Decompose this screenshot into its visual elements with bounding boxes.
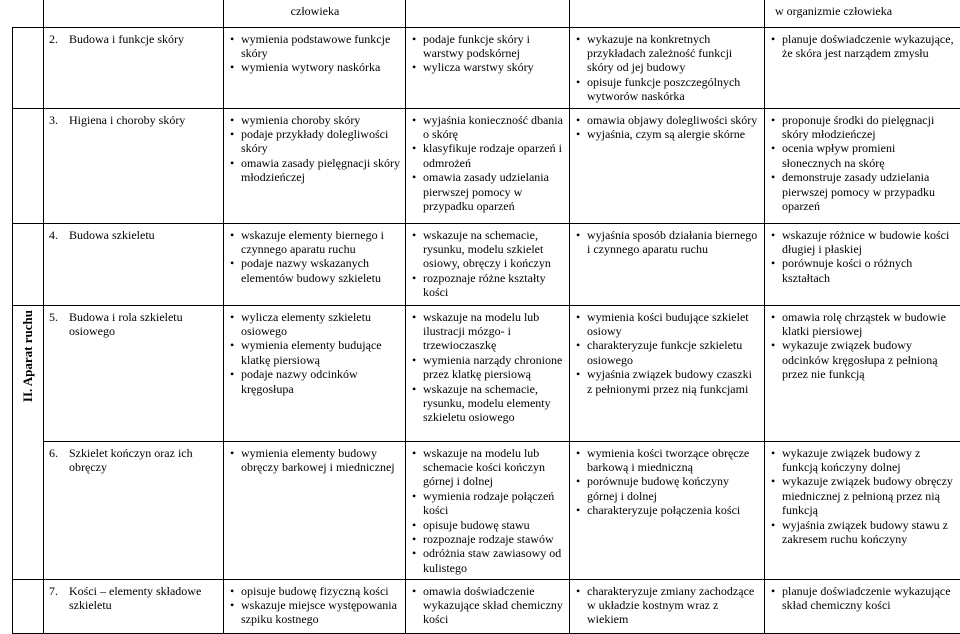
topic-number: 7. (49, 584, 69, 613)
list-item: • charakteryzuje połączenia kości (575, 503, 760, 517)
list-item: • wskazuje różnice w budowie kości długiej i płaskiej (770, 228, 956, 257)
requirement-cell (765, 108, 960, 223)
requirement-cell (406, 579, 570, 633)
requirement-cell (224, 579, 406, 633)
table-row (13, 223, 960, 305)
section-cell (13, 305, 44, 579)
topic-title: Szkielet kończyn oraz ich obręczy (69, 446, 219, 475)
requirement-cell (570, 305, 765, 441)
list-item: • wykazuje związek budowy odcinków kręgosłupa z pełnioną przez nie funkcją (770, 338, 956, 381)
table-row (13, 441, 960, 579)
list-item: • wykazuje związek budowy obręczy miednicznej z pełnioną przez nią funkcją (770, 474, 956, 517)
list-item: • charakteryzuje funkcje szkieletu osiowego (575, 338, 760, 367)
topic-cell (44, 579, 224, 633)
topic-number: 6. (49, 446, 69, 475)
topic-number: 2. (49, 32, 69, 46)
requirement-cell (406, 305, 570, 441)
topic-number: 4. (49, 228, 69, 242)
topic-title: Budowa i rola szkieletu osiowego (69, 310, 219, 339)
requirement-cell (765, 579, 960, 633)
list-item: • planuje doświadczenie wykazujące, że skóra jest narządem zmysłu (770, 32, 956, 61)
list-item: • wskazuje na modelu lub schemacie kości kończyn górnej i dolnej (411, 446, 565, 489)
list-item: • wykazuje na konkretnych przykładach zależność funkcji skóry od jej budowy (575, 32, 760, 75)
list-item: • klasyfikuje rodzaje oparzeń i odmrożeń (411, 141, 565, 170)
topic-cell (44, 441, 224, 579)
section-cell (13, 0, 44, 27)
list-item: • podaje nazwy odcinków kręgosłupa (229, 367, 401, 396)
list-item: • opisuje budowę stawu (411, 518, 565, 532)
table-row (13, 108, 960, 223)
list-item: • rozpoznaje różne kształty kości (411, 271, 565, 300)
list-item: • opisuje budowę fizyczną kości (229, 584, 401, 598)
list-item: • wymienia choroby skóry (229, 113, 401, 127)
topic-title: Budowa szkieletu (69, 228, 155, 242)
list-item: • wymienia narządy chronione przez klatkę piersiową (411, 353, 565, 382)
topic-cell (44, 223, 224, 305)
requirement-cell (224, 108, 406, 223)
requirement-cell (570, 27, 765, 108)
section-cell (13, 27, 44, 108)
topic-title: Kości – elementy składowe szkieletu (69, 584, 219, 613)
list-item: • proponuje środki do pielęgnacji skóry młodzieńczej (770, 113, 956, 142)
list-item: • omawia rolę chrząstek w budowie klatki piersiowej (770, 310, 956, 339)
list-item: • wymienia kości tworzące obręcze barkową i miedniczną (575, 446, 760, 475)
list-item: • wykazuje związek budowy z funkcją kończyny dolnej (770, 446, 956, 475)
requirement-cell (765, 0, 960, 27)
topic-cell (44, 27, 224, 108)
list-item: • opisuje funkcje poszczególnych wytworów naskórka (575, 75, 760, 104)
list-item: • wyjaśnia sposób działania biernego i czynnego aparatu ruchu (575, 228, 760, 257)
list-item: • omawia zasady udzielania pierwszej pomocy w przypadku oparzeń (411, 170, 565, 213)
topic-title: Budowa i funkcje skóry (69, 32, 184, 46)
topic-cell (44, 0, 224, 27)
requirement-cell (570, 108, 765, 223)
list-item: • wskazuje na modelu lub ilustracji mózgo- i trzewioczaszkę (411, 310, 565, 353)
list-item: • omawia objawy dolegliwości skóry (575, 113, 760, 127)
table-row (13, 27, 960, 108)
list-item: • planuje doświadczenie wykazujące skład chemiczny kości (770, 584, 956, 613)
list-item: • omawia doświadczenie wykazujące skład chemiczny kości (411, 584, 565, 627)
list-item: • demonstruje zasady udzielania pierwszej pomocy w przypadku oparzeń (770, 170, 956, 213)
list-item: • porównuje kości o różnych kształtach (770, 256, 956, 285)
requirement-cell (224, 27, 406, 108)
topic-cell (44, 108, 224, 223)
list-item: • wymienia elementy budowy obręczy barkowej i miednicznej (229, 446, 401, 475)
list-item: • rozpoznaje rodzaje stawów (411, 532, 565, 546)
list-item: • wskazuje na schemacie, rysunku, modelu elementy szkieletu osiowego (411, 382, 565, 425)
list-item: • wylicza elementy szkieletu osiowego (229, 310, 401, 339)
section-cell (13, 108, 44, 223)
requirement-cell (570, 0, 765, 27)
list-item: • charakteryzuje zmiany zachodzące w układzie kostnym wraz z wiekiem (575, 584, 760, 627)
requirement-cell (406, 27, 570, 108)
list-item: • podaje nazwy wskazanych elementów budowy szkieletu (229, 256, 401, 285)
list-item: • podaje przykłady dolegliwości skóry (229, 127, 401, 156)
requirement-cell (406, 0, 570, 27)
list-item: • wskazuje na schemacie, rysunku, modelu szkielet osiowy, obręczy i kończyn (411, 228, 565, 271)
table-row (13, 305, 960, 441)
requirement-cell (765, 305, 960, 441)
list-item: • wyjaśnia związek budowy czaszki z pełnionymi przez nią funkcjami (575, 367, 760, 396)
requirement-cell (224, 223, 406, 305)
requirement-cell (224, 0, 406, 27)
list-item: • wskazuje elementy biernego i czynnego aparatu ruchu (229, 228, 401, 257)
requirement-cell (570, 579, 765, 633)
header-text: w organizmie człowieka (770, 4, 892, 18)
section-label: II. Aparat ruchu (21, 310, 35, 402)
list-item: • odróżnia staw zawiasowy od kulistego (411, 546, 565, 575)
section-cell (13, 223, 44, 305)
list-item: • wskazuje miejsce występowania szpiku kostnego (229, 598, 401, 627)
list-item: • wymienia podstawowe funkcje skóry (229, 32, 401, 61)
requirement-cell (765, 441, 960, 579)
list-item: • wyjaśnia związek budowy stawu z zakresem ruchu kończyny (770, 518, 956, 547)
topic-number: 5. (49, 310, 69, 339)
table-row (13, 0, 960, 27)
requirement-cell (765, 27, 960, 108)
requirement-cell (765, 223, 960, 305)
table-row (13, 579, 960, 633)
list-item: • omawia zasady pielęgnacji skóry młodzieńczej (229, 156, 401, 185)
list-item: • wylicza warstwy skóry (411, 60, 565, 74)
requirement-cell (570, 441, 765, 579)
header-text: człowieka (291, 4, 340, 18)
list-item: • wymienia kości budujące szkielet osiowy (575, 310, 760, 339)
list-item: • porównuje budowę kończyny górnej i dolnej (575, 474, 760, 503)
list-item: • wyjaśnia, czym są alergie skórne (575, 127, 760, 141)
requirement-cell (224, 441, 406, 579)
requirement-cell (406, 223, 570, 305)
topic-cell (44, 305, 224, 441)
topic-title: Higiena i choroby skóry (69, 113, 185, 127)
requirement-cell (224, 305, 406, 441)
list-item: • wymienia wytwory naskórka (229, 60, 401, 74)
list-item: • podaje funkcje skóry i warstwy podskórnej (411, 32, 565, 61)
topic-number: 3. (49, 113, 69, 127)
requirement-cell (406, 108, 570, 223)
list-item: • ocenia wpływ promieni słonecznych na skórę (770, 141, 956, 170)
requirement-cell (570, 223, 765, 305)
list-item: • wymienia elementy budujące klatkę piersiową (229, 338, 401, 367)
section-cell (13, 579, 44, 633)
curriculum-table (12, 0, 960, 634)
list-item: • wyjaśnia konieczność dbania o skórę (411, 113, 565, 142)
list-item: • wymienia rodzaje połączeń kości (411, 489, 565, 518)
requirement-cell (406, 441, 570, 579)
